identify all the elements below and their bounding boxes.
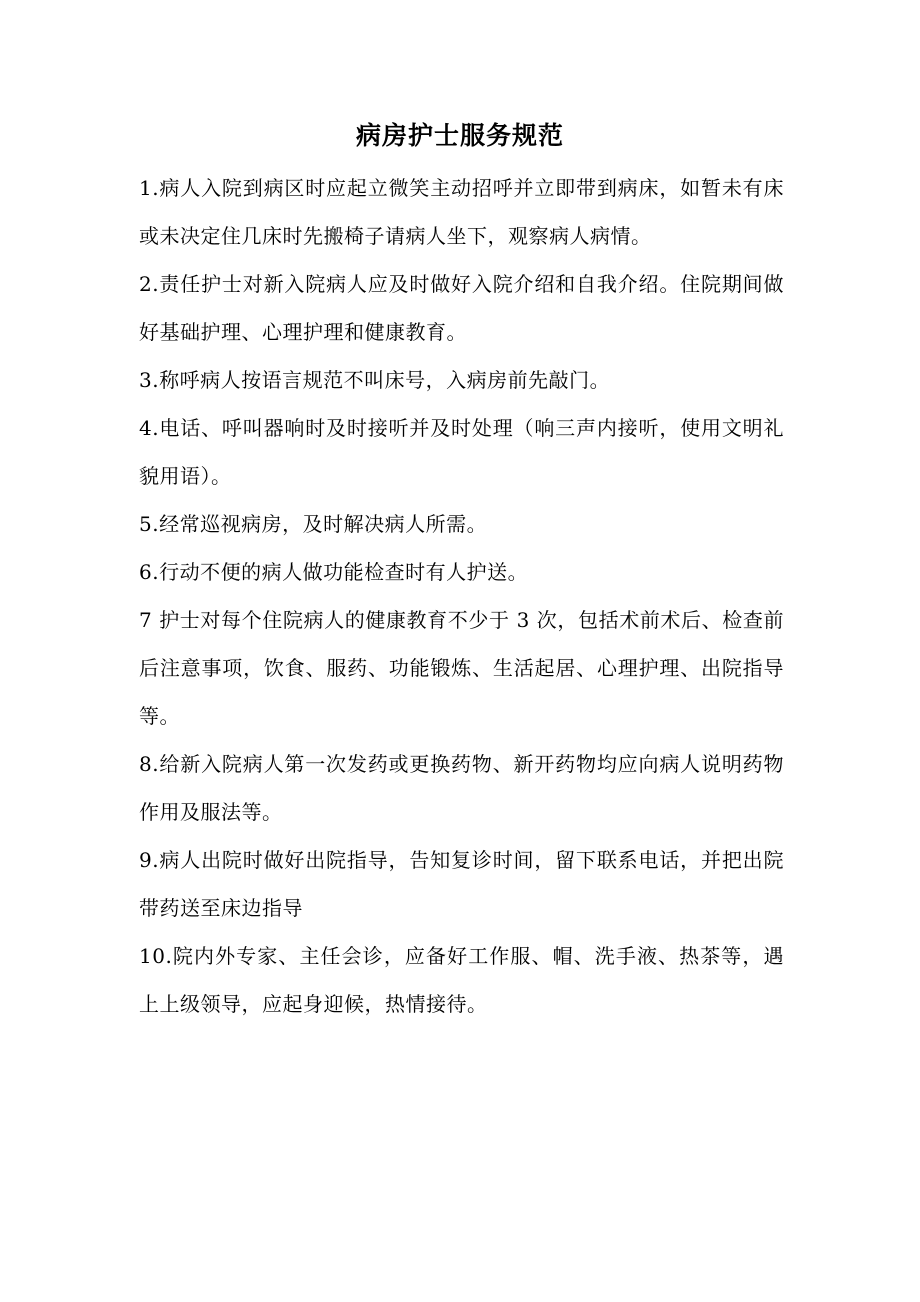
- rule-paragraph-9: 9.病人出院时做好出院指导，告知复诊时间，留下联系电话，并把出院带药送至床边指导: [139, 848, 784, 920]
- rule-paragraph-7: 7 护士对每个住院病人的健康教育不少于 3 次，包括术前术后、检查前后注意事项，饮食、服药、功能锻炼、生活起居、心理护理、出院指导等。: [139, 608, 784, 728]
- rule-paragraph-6: 6.行动不便的病人做功能检查时有人护送。: [139, 560, 529, 584]
- rule-paragraph-5: 5.经常巡视病房，及时解决病人所需。: [139, 512, 488, 536]
- document-body: [139, 164, 784, 1028]
- rule-paragraph-10: 10.院内外专家、主任会诊，应备好工作服、帽、洗手液、热茶等，遇上上级领导，应起身迎候，热情接待。: [139, 944, 784, 1016]
- document-title: 病房护士服务规范: [355, 121, 564, 150]
- rule-paragraph-1: 1.病人入院到病区时应起立微笑主动招呼并立即带到病床，如暂未有床或未决定住几床时先搬椅子请病人坐下，观察病人病情。: [139, 176, 784, 248]
- rule-paragraph-2: 2.责任护士对新入院病人应及时做好入院介绍和自我介绍。住院期间做好基础护理、心理护理和健康教育。: [139, 272, 784, 344]
- rule-paragraph-8: 8.给新入院病人第一次发药或更换药物、新开药物均应向病人说明药物作用及服法等。: [139, 752, 784, 824]
- rule-paragraph-4: 4.电话、呼叫器响时及时接听并及时处理（响三声内接听，使用文明礼貌用语）。: [139, 416, 784, 488]
- rule-paragraph-3: 3.称呼病人按语言规范不叫床号，入病房前先敲门。: [139, 368, 611, 392]
